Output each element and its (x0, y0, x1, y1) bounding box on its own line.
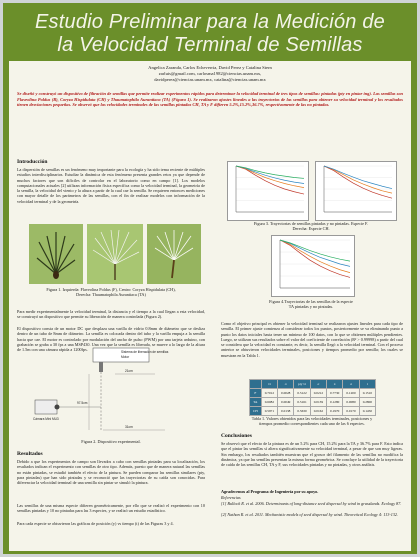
table1-caption (221, 416, 403, 427)
table-cell: F (250, 389, 262, 398)
reference-2: [2] Nathan R. et al. 2011. Mechanistic models of seed dispersal by wind. Theoretical Ecology 4: 113-132. (221, 512, 399, 517)
diagram-dim-3: 31cm (125, 425, 133, 429)
figure1-caption-line-2: Derecha: Thaumatophila Aurantiaca (TA) (76, 292, 146, 298)
table-cell: 0.0212 (310, 389, 326, 398)
table-cell: 0.5161 (294, 398, 310, 407)
analysis-text: Como el objetivo principal es obtener la velocidad terminal se realizaron ajustes lineales para cada tipo de semilla. El primer ajuste comienza al considerar todos los puntos, posteriormente se va eliminando punto a punto los datos iniciales hasta tener un mínimo de 100 datos, con lo que se obtienen múltiples pendientes. Luego, se utilizan sus resultados sobre el valor del coeficiente de correlación (R² > 0.99998) a partir del cual se considera que la velocidad es constante, es decir, la semilla llegó a la velocidad terminal. Con el proceso anterior se obtuvieron velocidades terminales, posiciones y tiempos promedio por semilla; los cuales se muestran en la Tabla 1. (221, 321, 403, 358)
table1-caption-line-1: Tabla 1. Valores obtenidos para las velocidades terminales, posiciones y (251, 416, 373, 421)
table-header-cell (250, 380, 262, 389)
figure1-caption-line-1: Figura 1. Izquierda: Flaveolina Poldus (F), Centro: Coryza Hispidulata (CH), (46, 287, 176, 292)
chart-ch-svg (316, 162, 396, 220)
diagram-dim-1: 21cm (125, 369, 133, 373)
figure4-caption-line-1: Figura 4.Trayectorias de las semillas de la especie (269, 299, 353, 304)
chart-ta-svg (272, 236, 354, 296)
diagram-camera-label: Cámara Mini MU3 (33, 417, 59, 421)
seed-f-illustration (29, 224, 83, 284)
method-text-1: Para medir experimentalmente la velocidad terminal, la distancia y el tiempo a la cual llegan a esta velocidad, se construyó un dispositivo que permite su liberación de manera controlada (Figura 2). (17, 309, 205, 320)
table-cell: 0.0049 (278, 398, 294, 407)
table-cell: 0.7012 (261, 389, 277, 398)
results-text-2: Las semillas de una misma especie difieren geométricamente, por ello que se realizó el experimento con 10 semillas pintadas y 10 no pintadas para las 3 especies, y se realizó un estudio estadístico. (17, 503, 205, 514)
table-header-cell: σ (310, 380, 326, 389)
poster (3, 3, 417, 554)
table-cell: 0.0138 (278, 407, 294, 416)
table-row (250, 389, 376, 398)
table-row (250, 398, 376, 407)
table-cell: 0.5630 (294, 407, 310, 416)
references-heading: Referencias (221, 495, 241, 500)
figure4-caption-line-2: TA pintadas y no pintadas. (288, 304, 334, 310)
table-cell: TA (250, 398, 262, 407)
poster-title (3, 11, 417, 57)
table1-caption-line-2: tiempos promedio correspondientes cada uno de las 6 especies. (259, 421, 365, 427)
table-header-cell: σ (343, 380, 359, 389)
chart-f (227, 161, 309, 221)
results-heading: Resultados (17, 451, 43, 457)
results-table (249, 379, 376, 416)
table-header-cell: σ (278, 380, 294, 389)
table-cell: 0.1280 (327, 398, 343, 407)
table-header-cell: t (359, 380, 375, 389)
series-line (236, 166, 304, 194)
table-cell: 0.1200 (343, 389, 359, 398)
author-email-2: davidperez@ciencias.unam.mx, catalina@ciencias.unam.mx (154, 77, 266, 82)
figure3-caption-line-1: Figura 3. Trayectorias de semillas pintadas y no pintadas. Especie F. (253, 221, 369, 226)
acknowledgements: Agradecemos al Programa de Ingeniería por su apoyo. (221, 489, 319, 494)
series-line (236, 166, 304, 183)
author-email-1: zarluis@gmail.com, carlosma1982@ciencias.unam.mx, (158, 71, 262, 76)
chart-ch (315, 161, 397, 221)
table-cell: 0.5122 (294, 389, 310, 398)
method-text-2: El dispositivo consta de un motor DC que desplaza una varilla de vidrio 0.8mm de diámetro que se desliza dentro de un tubo de 8mm de diámetro. La semilla es colocada dentro del tubo y la varilla empuja a la semilla hacia que cae. El motor es controlado por modulación del ancho de pulso (PWM) por una tarjeta arduino, con grabación se graba a 30 fps a una MSP430. Una vez que la semilla es liberada, se mueve a lo largo de la altura de 1.5m con una cámara rápida a 1200fps. (17, 326, 205, 353)
diagram-dim-2: 97.5cm (77, 401, 88, 405)
table-row (250, 407, 376, 416)
figure1-caption (17, 287, 205, 298)
chart-ta (271, 235, 355, 297)
authors-block (9, 65, 411, 83)
table-cell: 0.0028 (278, 389, 294, 398)
table-cell: 0.5971 (261, 407, 277, 416)
table-cell: 0.0170 (343, 407, 359, 416)
conclusions-text: Se observó que el efecto de la pintura es de un 5.2% para CH, 15.2% para la TA y 36.7% para F. Esto indica que el pintar las semillas sí altera significativamente su velocidad terminal, a pesar de que son muy ligeras. Sin embargo, los resultados también muestran que el grosor del filamento de las semillas no modifica la dinámica, ya que las semillas presentan la misma forma geométrica. Se concluye la utilidad de la trayectoria de caída de las semillas CH, TA y F, sus velocidades pintadas y no pintadas, y otros análisis. (221, 441, 403, 468)
poster-sheet (9, 61, 411, 551)
figure2-caption: Figura 2. Dispositivo experimental. (81, 439, 141, 444)
results-text-1: Debido a que los experimentos de campo son llevados a cabo con semillas pintadas para su localización, los resultados indican el experimento con semillas de otro tipo. Además, puesto que de manera natural las semillas no están pintadas, se estudió también el efecto de la pintura. Se pueden comparar las semillas similares (pty, para pintadas) que han sido pintadas y se reconoció que las trayectorias de su caída son conocidas. Para diferenciar la velocidad terminal de una semilla sin pintar se simuló la pintura. (17, 459, 205, 486)
table-cell: CH (250, 407, 262, 416)
seed-ch-illustration (87, 224, 143, 284)
table-header-cell: pty vt (294, 380, 310, 389)
table-cell: 0.0139 (310, 398, 326, 407)
seed-photo-ch (87, 224, 143, 284)
chart-f-svg (228, 162, 308, 220)
diagram-motor-label: Sistema de liberación de semillas (121, 350, 169, 354)
table-cell: 0.2800 (359, 398, 375, 407)
table-cell: 0.6082 (261, 398, 277, 407)
table-header-row (250, 380, 376, 389)
title-line-2: la Velocidad Terminal de Semillas (57, 34, 363, 56)
table-header-cell: x (327, 380, 343, 389)
intro-text: La dispersión de semillas es un fenómeno muy importante para la ecología y ha sido tema reciente de múltiples estudios interdisciplinarios. Estudiar la dinámica de esta fenómeno presenta grandes retos ya que depende de muchos factores que son difíciles de controlar en el laboratorio como en campo [1]. Los modelos computacionales actuales [2] utilizan información física específica como la velocidad terminal, la geometría de la semilla, la velocidad del viento y la altura a partir de la cual cae la semilla. Se requieren entonces mediciones con mayor detalle de los parámetros de las semillas, con el fin de realizar modelos con información de la velocidad terminal y de la geometría. (17, 167, 205, 204)
series-line (280, 240, 350, 266)
figure3-caption (221, 221, 401, 232)
table-cell: 0.1510 (359, 389, 375, 398)
figure3-caption-line-2: Derecha: Especie CH. (292, 226, 330, 232)
series-line (280, 240, 350, 261)
table-cell: 0.0162 (310, 407, 326, 416)
series-line (280, 240, 350, 273)
diagram-motor-sub: Motor (121, 355, 130, 359)
intro-heading: Introducción (17, 159, 48, 165)
seed-photo-ta (147, 224, 201, 284)
table-cell: 0.1970 (327, 407, 343, 416)
conclusions-heading: Conclusiones (221, 433, 252, 439)
table-cell: 0.1450 (359, 407, 375, 416)
author-names: Angelica Zaranda, Carlos Echeverria, David Perez y Catalina Stern (148, 65, 272, 70)
seed-photo-f (29, 224, 83, 284)
table-cell: 0.7730 (327, 389, 343, 398)
table-cell: 0.0080 (343, 398, 359, 407)
abstract: Se diseñó y construyó un dispositivo de filtración de semillas que permite realizar experimentos rápidos para determinar la velocidad terminal de tres tipos de semillas: pintadas (pty en pintar ing). Las semillas son Flaveolina Poldus (R), Coryza Hispidulata (CH) y Thaumatophila Aurantiaca (TA) (Figura 1). Se realizaron ajustes lineales a las trayectorias de las semillas para obtener su velocidad terminal y los resultados tienen desviaciones pequeñas. Se observó que las velocidades terminales de las semillas pintadas CH, TA y F difieren 5.2%,15.2%,36.7%, respectivamente de las no pintadas. (17, 91, 403, 108)
results-text-3: Para cada especie se obtuvieron las gráficas de posición (y) vs tiempo (t) de las Figuras 3 y 4. (17, 521, 174, 526)
experiment-diagram (25, 346, 175, 434)
figure4-caption (221, 299, 401, 310)
title-line-1: Estudio Preliminar para la Medición de (35, 11, 385, 33)
reference-1: [1] Bullock R. et al. 2006. Determinants of long-distance seed dispersal by wind in grasslands. Ecology 87. (221, 501, 402, 506)
seed-ta-illustration (147, 224, 201, 284)
table-header-cell: vt (261, 380, 277, 389)
